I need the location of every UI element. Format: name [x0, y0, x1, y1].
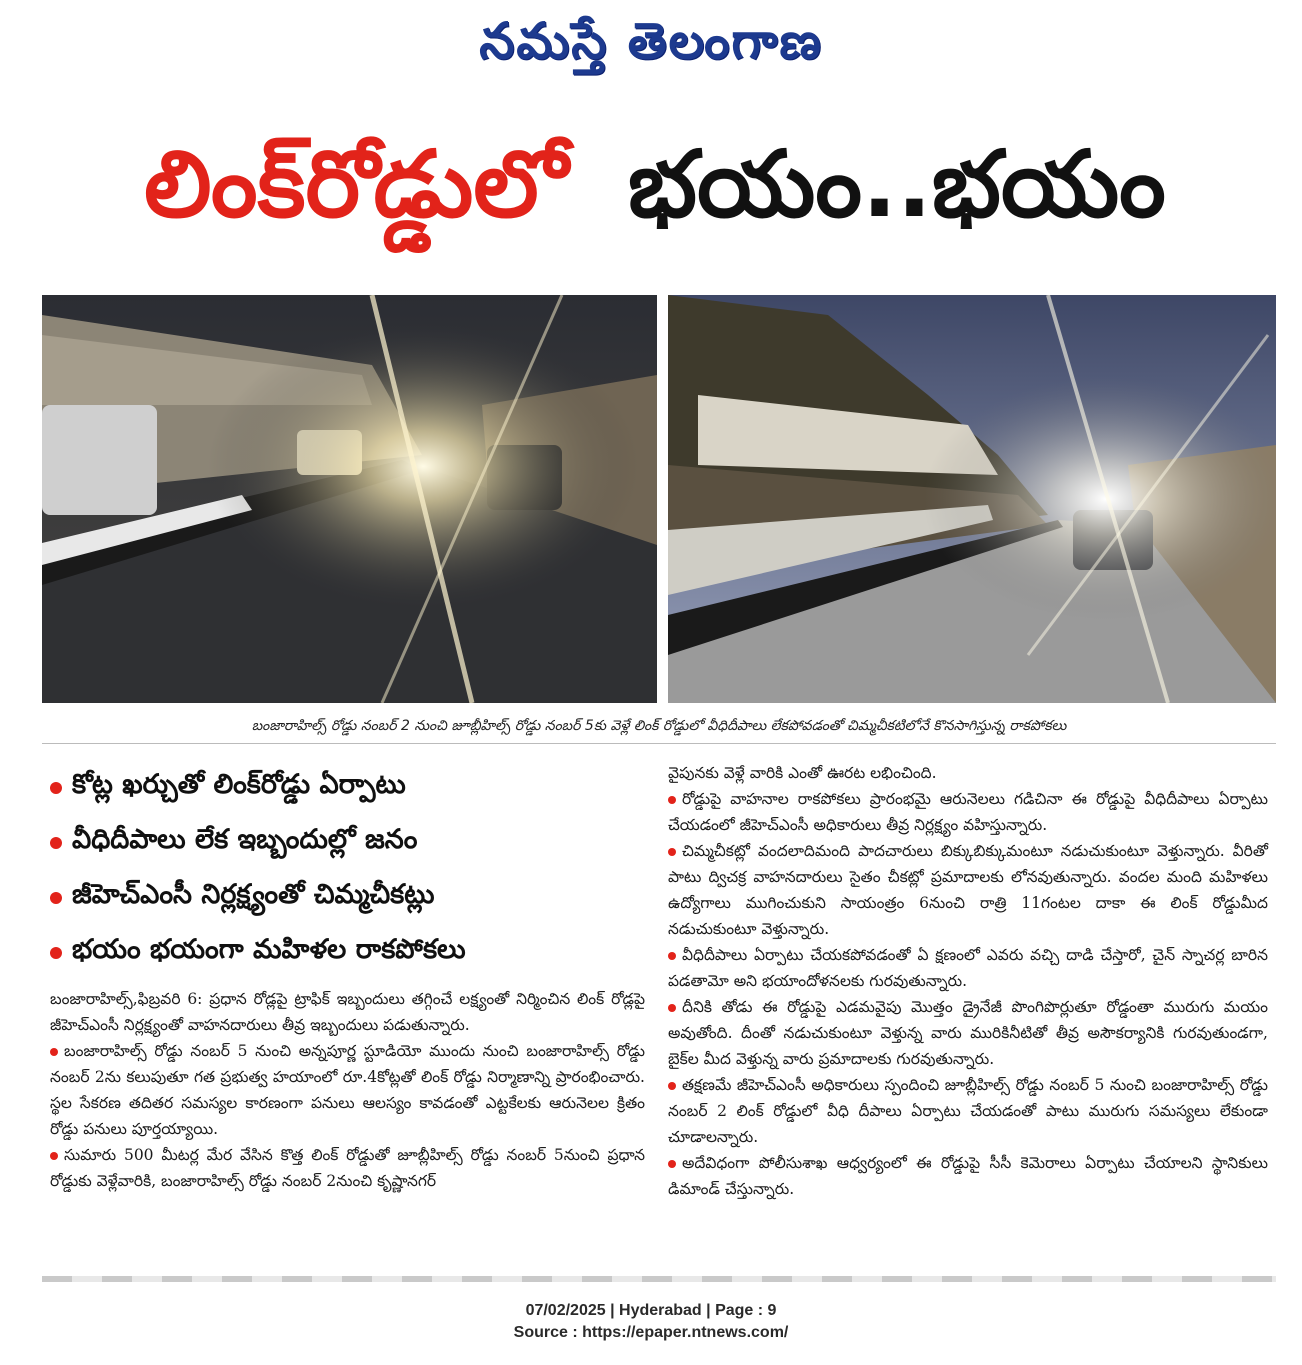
- highlight-text: భయం భయంగా మహిళల రాకపోకలు: [72, 933, 466, 965]
- night-road-image-left: [42, 295, 657, 703]
- highlight-item: [50, 760, 645, 815]
- photo-link-road-night-left: [42, 295, 657, 703]
- footer-source-link[interactable]: Source : https://epaper.ntnews.com/: [513, 1324, 789, 1341]
- red-bullet-icon: [50, 782, 62, 794]
- red-bullet-icon: [50, 1152, 58, 1160]
- article-paragraph: [50, 1038, 645, 1142]
- highlight-item: [50, 925, 645, 980]
- red-bullet-icon: [50, 947, 62, 959]
- paragraph-text: బంజారాహిల్స్ రోడ్డు నంబర్ 5 నుంచి అన్నపూర్ణ స్టూడియో ముందు నుంచి బంజారాహిల్స్ రోడ్డు నంబర్ 2ను కలుపుతూ గత ప్రభుత్వ హయాంలో రూ.4కోట్లతో లింక్ రోడ్డు నిర్మాణాన్ని ప్రారంభించారు. స్థల సేకరణ తదితర సమస్యల కారణంగా పనులు ఆలస్యం కావడంతో ఎట్టకేలకు ఆరునెలల క్రితం రోడ్డు పనులు పూర్తయ్యాయి.: [50, 1042, 645, 1138]
- article-paragraph: [668, 1072, 1268, 1150]
- paragraph-text: అదేవిధంగా పోలీసుశాఖ ఆధ్వర్యంలో ఈ రోడ్డుపై సీసీ కెమెరాలు ఏర్పాటు చేయాలని స్థానికులు డిమాండ్ చేస్తున్నారు.: [668, 1154, 1268, 1198]
- highlight-text: జీహెచ్‌ఎంసీ నిర్లక్ష్యంతో చిమ్మచీకట్లు: [72, 878, 435, 910]
- red-bullet-icon: [50, 1048, 58, 1056]
- red-bullet-icon: [668, 1082, 676, 1090]
- article-paragraph: [668, 994, 1268, 1072]
- footer-date-page: 07/02/2025 | Hyderabad | Page : 9: [525, 1302, 777, 1319]
- article-paragraph: [668, 838, 1268, 942]
- headline-part-red: లింక్‌రోడ్డులో: [144, 131, 569, 238]
- red-bullet-icon: [668, 952, 676, 960]
- red-bullet-icon: [668, 796, 676, 804]
- paragraph-text: సుమారు 500 మీటర్ల మేర వేసిన కొత్త లింక్ రోడ్డుతో జూబ్లీహిల్స్ రోడ్డు నంబర్ 5నుంచి ప్రధాన రోడ్డుకు వెళ్లేవారికి, బంజారాహిల్స్ రోడ్డు నంబర్ 2నుంచి కృష్ణానగర్: [50, 1146, 645, 1190]
- paragraph-text: దీనికి తోడు ఈ రోడ్డుపై ఎడమవైపు మొత్తం డ్రైనేజీ పొంగిపొర్లుతూ రోడ్డంతా మురుగు మయం అవుతోంది. దీంతో నడుచుకుంటూ వెళ్తున్న వారు మురికినీటితో తీవ్ర అసౌకర్యానికి గురవుతుండగా, బైక్‌ల మీద వెళ్తున్న వారు ప్రమాదాలకు గురవుతున్నారు.: [668, 998, 1268, 1068]
- red-bullet-icon: [50, 892, 62, 904]
- paragraph-text: బంజారాహిల్స్,ఫిబ్రవరి 6: ప్రధాన రోడ్లపై ట్రాఫిక్ ఇబ్బందులు తగ్గించే లక్ష్యంతో నిర్మించిన లింక్ రోడ్లపై జీహెచ్ఎంసీ నిర్లక్ష్యంతో వాహనదారులు తీవ్ర ఇబ్బందులు పడుతున్నారు.: [50, 990, 645, 1034]
- headline-part-black: భయం..భయం: [628, 131, 1166, 238]
- article-paragraph: [50, 1142, 645, 1194]
- paragraph-text: రోడ్డుపై వాహనాల రాకపోకలు ప్రారంభమై ఆరునెలలు గడిచినా ఈ రోడ్డుపై వీధిదీపాలు ఏర్పాటు చేయడంలో జీహెచ్ఎంసీ అధికారులు తీవ్ర నిర్లక్ష్యం వహిస్తున్నారు.: [668, 790, 1268, 834]
- article-paragraph: [668, 942, 1268, 994]
- article-headline: [30, 100, 1280, 270]
- article-paragraph: [668, 1150, 1268, 1202]
- paragraph-text: వీధిదీపాలు ఏర్పాటు చేయకపోవడంతో ఏ క్షణంలో ఎవరు వచ్చి దాడి చేస్తారో, చైన్ స్నాచర్ల బారిన పడతామో అని భయాందోళనలకు గురవుతున్నారు.: [668, 946, 1268, 990]
- night-road-image-right: [668, 295, 1276, 703]
- article-paragraph: [668, 760, 1268, 786]
- paragraph-text: చిమ్మచీకట్లో వందలాదిమంది పాదచారులు బిక్కుబిక్కుమంటూ నడుచుకుంటూ వెళ్తున్నారు. వీరితో పాటు ద్విచక్ర వాహనదారులు సైతం చీకట్లో ప్రమాదాలకు లోనవుతున్నారు. వందల మంది మహిళలు ఉద్యోగాలు ముగించుకుని సాయంత్రం 6నుంచి రాత్రి 11గంటల దాకా ఈ లింక్ రోడ్డుమీద నడుచుకుంటూ వెళ్తున్నారు.: [668, 842, 1268, 938]
- highlight-item: [50, 870, 645, 925]
- photo-link-road-night-right: [668, 295, 1276, 703]
- paragraph-text: వైపునకు వెళ్లే వారికి ఎంతో ఊరట లభించింది.: [668, 764, 937, 782]
- article-paragraph: [50, 986, 645, 1038]
- page-footer: [0, 1300, 1302, 1344]
- page-bottom-divider: [42, 1276, 1276, 1282]
- red-bullet-icon: [668, 1160, 676, 1168]
- paragraph-text: తక్షణమే జీహెచ్ఎంసీ అధికారులు స్పందించి జూబ్లీహిల్స్ రోడ్డు నంబర్ 5 నుంచి బంజారాహిల్స్ రోడ్డు నంబర్ 2 లింక్ రోడ్డులో వీధి దీపాలు ఏర్పాటు చేయడంతో పాటు మురుగు సమస్యలు లేకుండా చూడాలన్నారు.: [668, 1076, 1268, 1146]
- red-bullet-icon: [668, 848, 676, 856]
- highlight-item: [50, 815, 645, 870]
- red-bullet-icon: [50, 837, 62, 849]
- photo-caption: బంజారాహిల్స్ రోడ్డు నంబర్ 2 నుంచి జూబ్లీహిల్స్ రోడ్డు నంబర్ 5కు వెళ్లే లింక్ రోడ్డులో వీధిదీపాలు లేకపోవడంతో చిమ్మచీకటిలోనే కొనసాగిస్తున్న రాకపోకలు: [42, 708, 1276, 744]
- article-right-column: [668, 760, 1268, 1202]
- article-paragraph: [668, 786, 1268, 838]
- highlight-text: కోట్ల ఖర్చుతో లింక్‌రోడ్డు ఏర్పాటు: [72, 768, 406, 800]
- newspaper-masthead: నమస్తే తెలంగాణ: [479, 11, 823, 70]
- article-left-column: [50, 760, 645, 1194]
- red-bullet-icon: [668, 1004, 676, 1012]
- highlight-text: వీధిదీపాలు లేక ఇబ్బందుల్లో జనం: [72, 823, 418, 855]
